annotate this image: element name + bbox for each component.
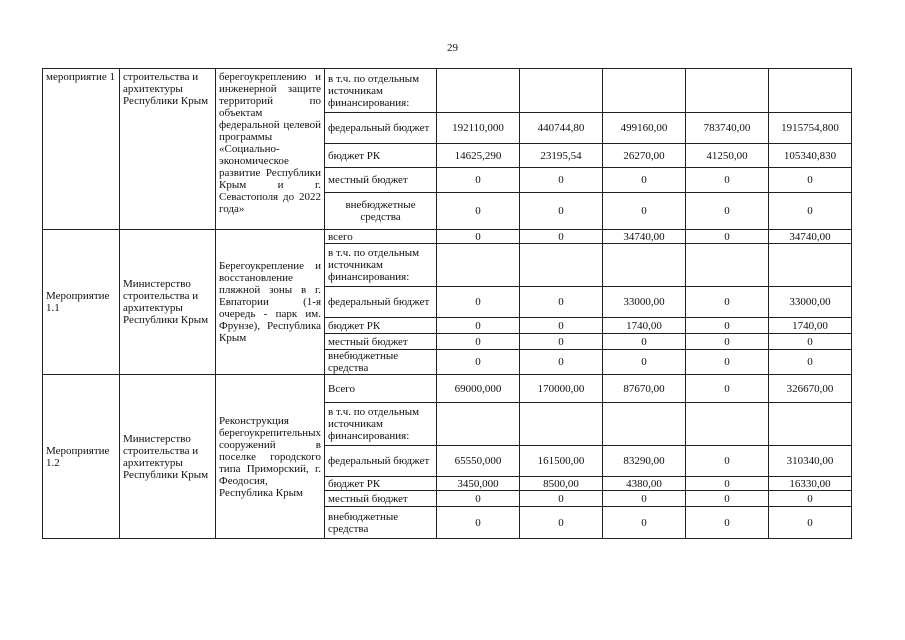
amount-cell: 0 xyxy=(686,193,769,230)
amount-cell xyxy=(437,69,520,113)
amount-cell: 499160,00 xyxy=(603,113,686,144)
amount-cell: 0 xyxy=(437,350,520,375)
amount-cell: 0 xyxy=(437,507,520,539)
funding-source-cell: в т.ч. по отдельным источникам финансирования: xyxy=(325,403,437,446)
funding-source-cell: Всего xyxy=(325,375,437,403)
funding-source-cell: федеральный бюджет xyxy=(325,113,437,144)
amount-cell: 0 xyxy=(520,334,603,350)
amount-cell: 0 xyxy=(686,446,769,477)
amount-cell: 23195,54 xyxy=(520,144,603,168)
amount-cell: 0 xyxy=(603,507,686,539)
amount-cell xyxy=(603,403,686,446)
funding-source-cell: местный бюджет xyxy=(325,491,437,507)
page-number: 29 xyxy=(447,42,458,54)
event-cell: Мероприятие 1.2 xyxy=(43,375,120,539)
amount-cell: 0 xyxy=(520,491,603,507)
funding-source-cell: внебюджетные средства xyxy=(325,350,437,375)
amount-cell: 0 xyxy=(603,334,686,350)
amount-cell: 0 xyxy=(603,491,686,507)
table-row xyxy=(43,230,852,244)
description-cell: Берегоукрепление и восстановление пляжной зоны в г. Евпатории (1-я очередь - парк им. Фрунзе), Республика Крым xyxy=(216,230,325,375)
executor-cell: строительства и архитектуры Республики Крым xyxy=(120,69,216,230)
amount-cell xyxy=(603,244,686,287)
amount-cell: 0 xyxy=(437,287,520,318)
amount-cell: 41250,00 xyxy=(686,144,769,168)
amount-cell: 0 xyxy=(520,230,603,244)
amount-cell: 34740,00 xyxy=(603,230,686,244)
amount-cell: 0 xyxy=(520,193,603,230)
amount-cell xyxy=(520,244,603,287)
executor-cell: Министерство строительства и архитектуры Республики Крым xyxy=(120,230,216,375)
amount-cell: 0 xyxy=(686,350,769,375)
amount-cell: 0 xyxy=(437,318,520,334)
amount-cell: 192110,000 xyxy=(437,113,520,144)
amount-cell: 1915754,800 xyxy=(769,113,852,144)
amount-cell: 0 xyxy=(603,350,686,375)
funding-source-cell: федеральный бюджет xyxy=(325,446,437,477)
amount-cell: 0 xyxy=(686,491,769,507)
amount-cell: 4380,00 xyxy=(603,477,686,491)
funding-source-cell: бюджет РК xyxy=(325,477,437,491)
amount-cell: 0 xyxy=(520,287,603,318)
executor-cell: Министерство строительства и архитектуры Республики Крым xyxy=(120,375,216,539)
table-row xyxy=(43,375,852,403)
amount-cell: 0 xyxy=(686,477,769,491)
amount-cell: 65550,000 xyxy=(437,446,520,477)
amount-cell: 14625,290 xyxy=(437,144,520,168)
amount-cell: 0 xyxy=(520,507,603,539)
amount-cell: 0 xyxy=(520,350,603,375)
amount-cell: 0 xyxy=(769,507,852,539)
amount-cell: 105340,830 xyxy=(769,144,852,168)
amount-cell: 33000,00 xyxy=(603,287,686,318)
funding-source-cell: бюджет РК xyxy=(325,318,437,334)
amount-cell xyxy=(437,403,520,446)
amount-cell xyxy=(520,403,603,446)
amount-cell: 16330,00 xyxy=(769,477,852,491)
amount-cell: 0 xyxy=(520,318,603,334)
amount-cell xyxy=(686,69,769,113)
amount-cell: 8500,00 xyxy=(520,477,603,491)
amount-cell: 69000,000 xyxy=(437,375,520,403)
amount-cell: 26270,00 xyxy=(603,144,686,168)
funding-source-cell: внебюджетные средства xyxy=(325,507,437,539)
amount-cell xyxy=(603,69,686,113)
amount-cell: 0 xyxy=(686,334,769,350)
budget-table xyxy=(42,68,852,539)
amount-cell: 310340,00 xyxy=(769,446,852,477)
amount-cell: 0 xyxy=(437,193,520,230)
amount-cell: 326670,00 xyxy=(769,375,852,403)
description-cell: берегоукреплению и инженерной защите территорий по объектам федеральной целевой программы «Социально-экономическое развитие Республики Крым и г. Севастополя до 2022 года» xyxy=(216,69,325,230)
amount-cell xyxy=(437,244,520,287)
event-cell: мероприятие 1 xyxy=(43,69,120,230)
funding-source-cell: в т.ч. по отдельным источникам финансирования: xyxy=(325,69,437,113)
amount-cell: 0 xyxy=(686,168,769,193)
amount-cell: 33000,00 xyxy=(769,287,852,318)
amount-cell xyxy=(520,69,603,113)
amount-cell xyxy=(769,244,852,287)
amount-cell: 1740,00 xyxy=(603,318,686,334)
amount-cell: 87670,00 xyxy=(603,375,686,403)
amount-cell: 0 xyxy=(437,230,520,244)
amount-cell: 0 xyxy=(437,334,520,350)
funding-source-cell: бюджет РК xyxy=(325,144,437,168)
amount-cell: 161500,00 xyxy=(520,446,603,477)
amount-cell: 83290,00 xyxy=(603,446,686,477)
amount-cell: 1740,00 xyxy=(769,318,852,334)
amount-cell: 0 xyxy=(437,168,520,193)
amount-cell: 0 xyxy=(686,375,769,403)
event-cell: Мероприятие 1.1 xyxy=(43,230,120,375)
amount-cell: 0 xyxy=(603,168,686,193)
funding-source-cell: всего xyxy=(325,230,437,244)
funding-source-cell: местный бюджет xyxy=(325,334,437,350)
description-cell: Реконструкция берегоукрепительных сооружений в поселке городского типа Приморский, г. Феодосия, Республика Крым xyxy=(216,375,325,539)
amount-cell xyxy=(769,69,852,113)
table-row xyxy=(43,69,852,113)
amount-cell: 0 xyxy=(769,350,852,375)
amount-cell: 783740,00 xyxy=(686,113,769,144)
funding-source-cell: федеральный бюджет xyxy=(325,287,437,318)
amount-cell: 34740,00 xyxy=(769,230,852,244)
funding-source-cell: внебюджетные средства xyxy=(325,193,437,230)
amount-cell: 3450,000 xyxy=(437,477,520,491)
amount-cell: 0 xyxy=(686,287,769,318)
amount-cell: 0 xyxy=(769,168,852,193)
amount-cell xyxy=(686,244,769,287)
amount-cell: 440744,80 xyxy=(520,113,603,144)
funding-source-cell: в т.ч. по отдельным источникам финансирования: xyxy=(325,244,437,287)
amount-cell: 0 xyxy=(769,491,852,507)
amount-cell: 0 xyxy=(603,193,686,230)
amount-cell xyxy=(769,403,852,446)
amount-cell: 0 xyxy=(520,168,603,193)
amount-cell: 0 xyxy=(686,318,769,334)
funding-source-cell: местный бюджет xyxy=(325,168,437,193)
amount-cell: 0 xyxy=(686,507,769,539)
amount-cell: 0 xyxy=(686,230,769,244)
amount-cell xyxy=(686,403,769,446)
amount-cell: 170000,00 xyxy=(520,375,603,403)
amount-cell: 0 xyxy=(769,334,852,350)
amount-cell: 0 xyxy=(769,193,852,230)
amount-cell: 0 xyxy=(437,491,520,507)
